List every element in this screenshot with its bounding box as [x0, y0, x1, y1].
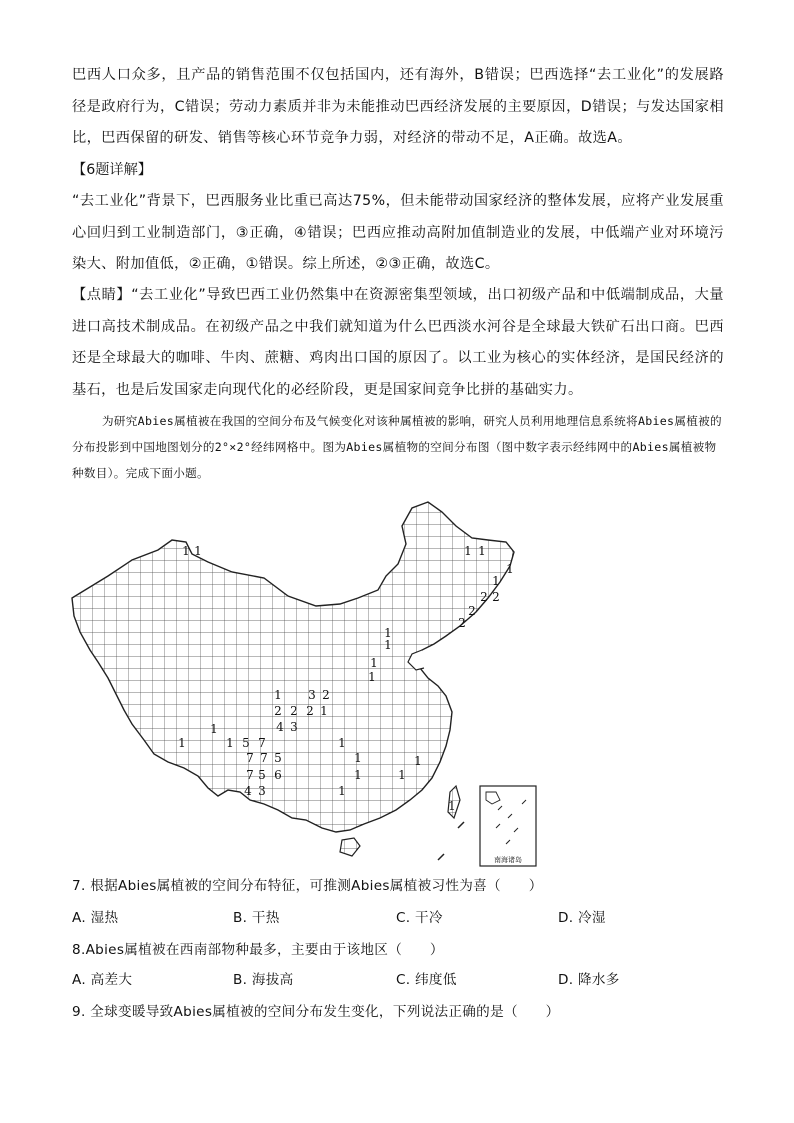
cell-number: 1	[384, 626, 392, 640]
south-china-sea-inset	[480, 786, 536, 866]
cell-number: 2	[492, 590, 500, 604]
abies-distribution-map	[68, 500, 538, 870]
china-grid-map	[68, 500, 538, 870]
cell-number: 1	[464, 544, 472, 558]
cell-number: 2	[458, 616, 466, 630]
q7-stem: 7. 根据Abies属植被的空间分布特征，可推测Abies属植被习性为喜（ ）	[72, 878, 543, 894]
q7-option-c[interactable]: C. 干冷	[396, 910, 443, 926]
dianjing-paragraph: 【点睛】“去工业化”导致巴西工业仍然集中在资源密集型领域，出口初级产品和中低端制成品，大量进口高技术制成品。在初级产品之中我们就知道为什么巴西淡水河谷是全球最大铁矿石出口商。巴西还是全球最大的咖啡、牛肉、蔗糖、鸡肉出口国的原因了。以工业为核心的实体经济，是国民经济的基石，也是后发国家走向现代化的必经阶段，更是国家间竞争比拼的基础实力。	[72, 287, 724, 398]
q7-option-a[interactable]: A. 湿热	[72, 910, 119, 926]
cell-number: 2	[290, 704, 298, 718]
inset-label: 南海诸岛	[494, 856, 522, 864]
cell-number: 1	[210, 722, 218, 736]
cell-number: 1	[414, 754, 422, 768]
cell-number: 1	[354, 751, 362, 765]
q6-heading: 【6题详解】	[72, 162, 152, 178]
cell-number: 1	[384, 638, 392, 652]
cell-number: 1	[492, 574, 500, 588]
cell-number: 7	[258, 736, 266, 750]
cell-number: 1	[320, 704, 328, 718]
q8-option-d[interactable]: D. 降水多	[558, 972, 620, 988]
q9-stem: 9. 全球变暖导致Abies属植被的空间分布发生变化，下列说法正确的是（ ）	[72, 1004, 560, 1020]
q8-stem: 8.Abies属植被在西南部物种最多，主要由于该地区（ ）	[72, 942, 444, 958]
question-intro	[72, 408, 724, 486]
cell-number: 2	[322, 688, 330, 702]
cell-number: 1	[274, 688, 282, 702]
cell-number: 1	[368, 670, 376, 684]
q7-option-b[interactable]: B. 干热	[233, 910, 280, 926]
cell-number: 1	[178, 736, 186, 750]
cell-number: 1	[354, 768, 362, 782]
q8-option-a[interactable]: A. 高差大	[72, 972, 133, 988]
cell-number: 5	[258, 768, 266, 782]
cell-number: 2	[480, 590, 488, 604]
cell-number: 1	[226, 736, 234, 750]
cell-number: 7	[246, 768, 254, 782]
cell-number: 3	[258, 784, 266, 798]
cell-number: 5	[274, 751, 282, 765]
cell-number: 1	[370, 656, 378, 670]
q8-option-c[interactable]: C. 纬度低	[396, 972, 457, 988]
cell-number: 2	[306, 704, 314, 718]
hainan-island	[340, 838, 360, 856]
cell-number: 1	[448, 799, 456, 813]
q7-option-d[interactable]: D. 冷湿	[558, 910, 606, 926]
cell-number: 1	[506, 562, 514, 576]
cell-number: 1	[398, 768, 406, 782]
answer-paragraph: 巴西人口众多，且产品的销售范围不仅包括国内，还有海外，B错误；巴西选择“去工业化”的发展路径是政府行为，C错误；劳动力素质并非为未能推动巴西经济发展的主要原因，D错误；与发达国家相比，巴西保留的研发、销售等核心环节竞争力弱，对经济的带动不足，A正确。故选A。	[72, 67, 724, 146]
cell-number: 2	[468, 604, 476, 618]
cell-number: 1	[338, 736, 346, 750]
cell-number: 5	[242, 736, 250, 750]
q8-option-b[interactable]: B. 海拔高	[233, 972, 294, 988]
cell-number: 3	[290, 720, 298, 734]
cell-number: 3	[308, 688, 316, 702]
cell-number: 1	[338, 784, 346, 798]
q6-detail-paragraph: “去工业化”背景下，巴西服务业比重已高达75%，但未能带动国家经济的整体发展，应将产业发展重心回归到工业制造部门，③正确，④错误；巴西应推动高附加值制造业的发展，中低端产业对环境污染大、附加值低，②正确，①错误。综上所述，②③正确，故选C。	[72, 193, 724, 272]
cell-number: 7	[260, 751, 268, 765]
cell-number: 7	[246, 751, 254, 765]
cell-number: 2	[274, 704, 282, 718]
intro-text: 为研究Abies属植被在我国的空间分布及气候变化对该种属植被的影响，研究人员利用地理信息系统将Abies属植被的分布投影到中国地图划分的2°×2°经纬网格中。图为Abies属植物的空间分布图（图中数字表示经纬网中的Abies属植被物种数目）。完成下面小题。	[72, 414, 722, 480]
cell-number: 6	[274, 768, 282, 782]
cell-number: 4	[244, 784, 252, 798]
cell-number: 1	[478, 544, 486, 558]
cell-number: 1	[194, 544, 202, 558]
cell-number: 4	[276, 720, 284, 734]
cell-number: 1	[182, 544, 190, 558]
